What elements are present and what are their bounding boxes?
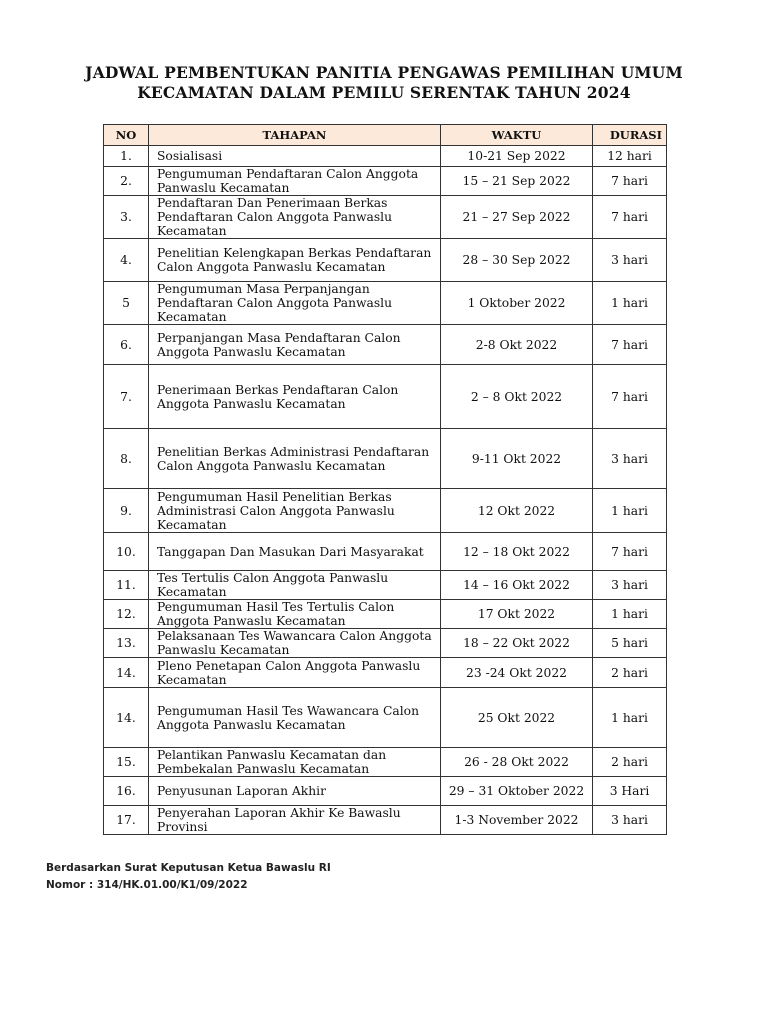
row-no: 9. — [104, 489, 149, 533]
row-tahapan: Penyusunan Laporan Akhir — [149, 777, 441, 806]
table-row — [104, 777, 667, 806]
row-waktu: 1-3 November 2022 — [441, 806, 593, 835]
row-waktu: 25 Okt 2022 — [441, 688, 593, 748]
row-tahapan: Pendaftaran Dan Penerimaan Berkas Pendaftaran Calon Anggota Panwaslu Kecamatan — [149, 196, 441, 239]
table-row — [104, 365, 667, 429]
table-row — [104, 571, 667, 600]
table-row — [104, 806, 667, 835]
source-note-line-1: Berdasarkan Surat Keputusan Ketua Bawaslu RI — [46, 862, 331, 874]
row-no: 2. — [104, 167, 149, 196]
row-waktu: 14 – 16 Okt 2022 — [441, 571, 593, 600]
row-waktu: 1 Oktober 2022 — [441, 282, 593, 325]
table-row — [104, 600, 667, 629]
header-no: NO — [104, 125, 149, 146]
row-tahapan: Pengumuman Pendaftaran Calon Anggota Panwaslu Kecamatan — [149, 167, 441, 196]
row-no: 1. — [104, 146, 149, 167]
row-durasi: 2 hari — [593, 748, 667, 777]
row-durasi: 1 hari — [593, 282, 667, 325]
row-tahapan: Pleno Penetapan Calon Anggota Panwaslu Kecamatan — [149, 658, 441, 688]
row-waktu: 23 -24 Okt 2022 — [441, 658, 593, 688]
row-no: 17. — [104, 806, 149, 835]
table-row — [104, 658, 667, 688]
row-tahapan: Pengumuman Masa Perpanjangan Pendaftaran Calon Anggota Panwaslu Kecamatan — [149, 282, 441, 325]
row-durasi: 3 Hari — [593, 777, 667, 806]
row-no: 12. — [104, 600, 149, 629]
header-waktu: WAKTU — [441, 125, 593, 146]
header-tahapan: TAHAPAN — [149, 125, 441, 146]
row-durasi: 5 hari — [593, 629, 667, 658]
row-tahapan: Penelitian Berkas Administrasi Pendaftaran Calon Anggota Panwaslu Kecamatan — [149, 429, 441, 489]
row-tahapan: Pengumuman Hasil Tes Wawancara Calon Anggota Panwaslu Kecamatan — [149, 688, 441, 748]
row-durasi: 1 hari — [593, 688, 667, 748]
row-durasi: 7 hari — [593, 533, 667, 571]
table-row — [104, 688, 667, 748]
row-no: 3. — [104, 196, 149, 239]
table-row — [104, 282, 667, 325]
row-waktu: 18 – 22 Okt 2022 — [441, 629, 593, 658]
source-note-line-2: Nomor : 314/HK.01.00/K1/09/2022 — [46, 879, 248, 891]
row-tahapan: Perpanjangan Masa Pendaftaran Calon Anggota Panwaslu Kecamatan — [149, 325, 441, 365]
table-row — [104, 429, 667, 489]
table-row — [104, 533, 667, 571]
row-tahapan: Penelitian Kelengkapan Berkas Pendaftaran Calon Anggota Panwaslu Kecamatan — [149, 239, 441, 282]
table-row — [104, 489, 667, 533]
row-durasi: 7 hari — [593, 167, 667, 196]
row-no: 8. — [104, 429, 149, 489]
table-row — [104, 748, 667, 777]
row-waktu: 15 – 21 Sep 2022 — [441, 167, 593, 196]
row-waktu: 12 Okt 2022 — [441, 489, 593, 533]
row-no: 14. — [104, 658, 149, 688]
row-tahapan: Pengumuman Hasil Tes Tertulis Calon Anggota Panwaslu Kecamatan — [149, 600, 441, 629]
row-no: 13. — [104, 629, 149, 658]
row-durasi: 7 hari — [593, 325, 667, 365]
row-waktu: 9-11 Okt 2022 — [441, 429, 593, 489]
title-line-2: KECAMATAN DALAM PEMILU SERENTAK TAHUN 2024 — [137, 83, 631, 102]
table-row — [104, 629, 667, 658]
row-tahapan: Pelaksanaan Tes Wawancara Calon Anggota Panwaslu Kecamatan — [149, 629, 441, 658]
row-waktu: 2-8 Okt 2022 — [441, 325, 593, 365]
header-durasi: DURASI — [593, 125, 667, 146]
row-durasi: 3 hari — [593, 806, 667, 835]
table-row — [104, 146, 667, 167]
source-note — [46, 860, 331, 894]
row-no: 16. — [104, 777, 149, 806]
row-durasi: 3 hari — [593, 571, 667, 600]
row-durasi: 7 hari — [593, 196, 667, 239]
row-durasi: 1 hari — [593, 600, 667, 629]
row-no: 4. — [104, 239, 149, 282]
document-title — [0, 63, 768, 103]
table-row — [104, 196, 667, 239]
row-no: 10. — [104, 533, 149, 571]
row-tahapan: Sosialisasi — [149, 146, 441, 167]
row-no: 6. — [104, 325, 149, 365]
row-tahapan: Tes Tertulis Calon Anggota Panwaslu Kecamatan — [149, 571, 441, 600]
row-no: 5 — [104, 282, 149, 325]
title-line-1: JADWAL PEMBENTUKAN PANITIA PENGAWAS PEMILIHAN UMUM — [85, 63, 683, 82]
row-waktu: 29 – 31 Oktober 2022 — [441, 777, 593, 806]
row-waktu: 12 – 18 Okt 2022 — [441, 533, 593, 571]
row-tahapan: Pelantikan Panwaslu Kecamatan dan Pembekalan Panwaslu Kecamatan — [149, 748, 441, 777]
table-header-row — [104, 125, 667, 146]
row-waktu: 2 – 8 Okt 2022 — [441, 365, 593, 429]
row-waktu: 28 – 30 Sep 2022 — [441, 239, 593, 282]
row-durasi: 3 hari — [593, 239, 667, 282]
row-tahapan: Penerimaan Berkas Pendaftaran Calon Anggota Panwaslu Kecamatan — [149, 365, 441, 429]
row-tahapan: Tanggapan Dan Masukan Dari Masyarakat — [149, 533, 441, 571]
row-tahapan: Penyerahan Laporan Akhir Ke Bawaslu Provinsi — [149, 806, 441, 835]
table-row — [104, 239, 667, 282]
row-no: 7. — [104, 365, 149, 429]
row-tahapan: Pengumuman Hasil Penelitian Berkas Administrasi Calon Anggota Panwaslu Kecamatan — [149, 489, 441, 533]
row-no: 14. — [104, 688, 149, 748]
row-waktu: 26 - 28 Okt 2022 — [441, 748, 593, 777]
row-no: 11. — [104, 571, 149, 600]
row-durasi: 12 hari — [593, 146, 667, 167]
row-durasi: 3 hari — [593, 429, 667, 489]
row-waktu: 10-21 Sep 2022 — [441, 146, 593, 167]
table-row — [104, 325, 667, 365]
table-row — [104, 167, 667, 196]
row-durasi: 7 hari — [593, 365, 667, 429]
row-waktu: 21 – 27 Sep 2022 — [441, 196, 593, 239]
row-waktu: 17 Okt 2022 — [441, 600, 593, 629]
schedule-table — [103, 124, 667, 835]
row-durasi: 2 hari — [593, 658, 667, 688]
row-no: 15. — [104, 748, 149, 777]
row-durasi: 1 hari — [593, 489, 667, 533]
